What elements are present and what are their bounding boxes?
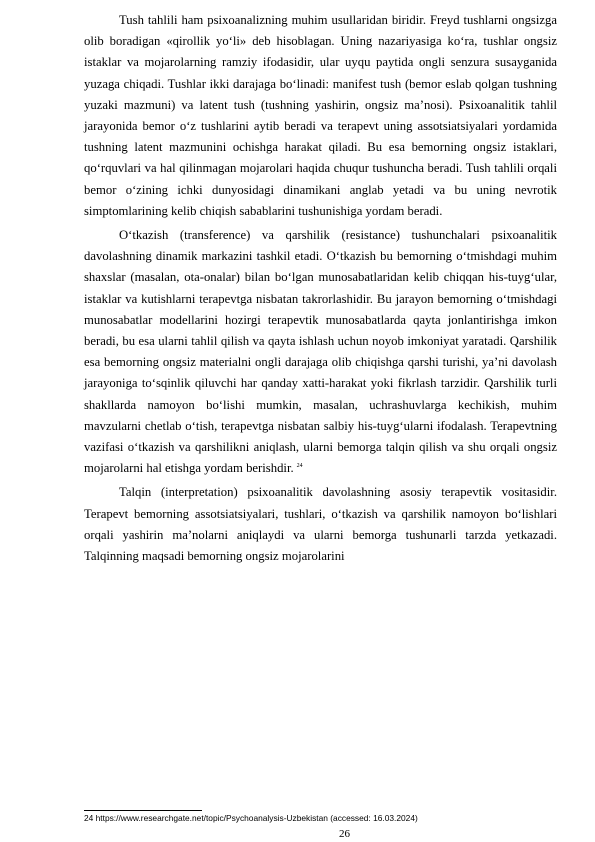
paragraph-dream-analysis: Tush tahlili ham psixoanalizning muhim usullaridan biridir. Freyd tushlarni ongsizga olib boradigan «qirollik yo‘li» deb hisoblagan. Uning nazariyasiga ko‘ra, tushlar ongsiz istaklar va mojarolarning ramziy ifodasidir, ular uyqu paytida ongli senzura susayganida yuzaga chiqadi. Tushlar ikki darajaga bo‘linadi: manifest tush (bemor eslab qolgan tushning yuzaki mazmuni) va latent tush (tushning yashirin, ongsiz ma’nosi). Psixoanalitik tahlil jarayonida bemor o‘z tushlarini aytib beradi va terapevt uning assotsiatsiyalari yordamida tushning latent mazmunini ochishga harakat qiladi. Bu esa bemorning ongsiz istaklari, qo‘rquvlari va hal qilinmagan mojarolari haqida chuqur tushuncha beradi. Tush tahlili orqali bemor o‘zining ichki dunyosidagi dinamikani anglab yetadi va bu uning nevrotik simptomlarining kelib chiqish sabablarini tushunishiga yordam beradi. bbox=[84, 13, 557, 218]
page-number: 26 bbox=[339, 828, 350, 840]
footnote-separator bbox=[84, 810, 202, 811]
paragraph-interpretation: Talqin (interpretation) psixoanalitik davolashning asosiy terapevtik vositasidir. Terapevt bemorning assotsiatsiyalari, tushlari, o‘tkazish va qarshilik namoyon bo‘lishlari orqali yashirin ma’nolarni aniqlaydi va ularni bemorga tushunarli tarzda yetkazadi. Talqinning maqsadi bemorning ongsiz mojarolarini bbox=[84, 485, 557, 564]
paragraph-transference-resistance bbox=[84, 225, 557, 479]
document-body bbox=[84, 10, 557, 570]
paragraph-text: O‘tkazish (transference) va qarshilik (resistance) tushunchalari psixoanalitik davolashning dinamik markazini tashkil etadi. O‘tkazish bu bemorning o‘tmishdagi muhim shaxslar (masalan, ota-onalar) bilan bo‘lgan munosabatlaridan kelib chiqqan his-tuyg‘ular, istaklar va kutishlarni terapevtga nisbatan takrorlashidir. Bu jarayon bemorning o‘tmishdagi munosabatlar modellarini hozirgi terapevtik munosabatlarda qayta jonlantirishga imkon beradi, bu esa ularni tahlil qilish va qayta ishlash uchun noyob imkoniyat yaratadi. Qarshilik esa bemorning ongsiz materialni ongli darajaga olib chiqishga qarshi turishi, ya’ni davolash jarayoniga to‘sqinlik qiluvchi har qanday xatti-harakat yoki fikrlash tarzidir. Qarshilik turli shakllarda namoyon bo‘lishi mumkin, masalan, uchrashuvlarga kechikish, muhim mavzularni chetlab o‘tish, terapevtga nisbatan salbiy his-tuyg‘ularni ifodalash. Terapevtning vazifasi o‘tkazish va qarshilikni aniqlash, ularni bemorga talqin qilish va shu orqali ongsiz mojarolarni hal etishga yordam berishdir. bbox=[84, 228, 557, 476]
footnote[interactable]: 24 https://www.researchgate.net/topic/Psychoanalysis-Uzbekistan (accessed: 16.03.2024) bbox=[84, 813, 418, 823]
footnote-reference[interactable]: 24 bbox=[296, 463, 303, 470]
